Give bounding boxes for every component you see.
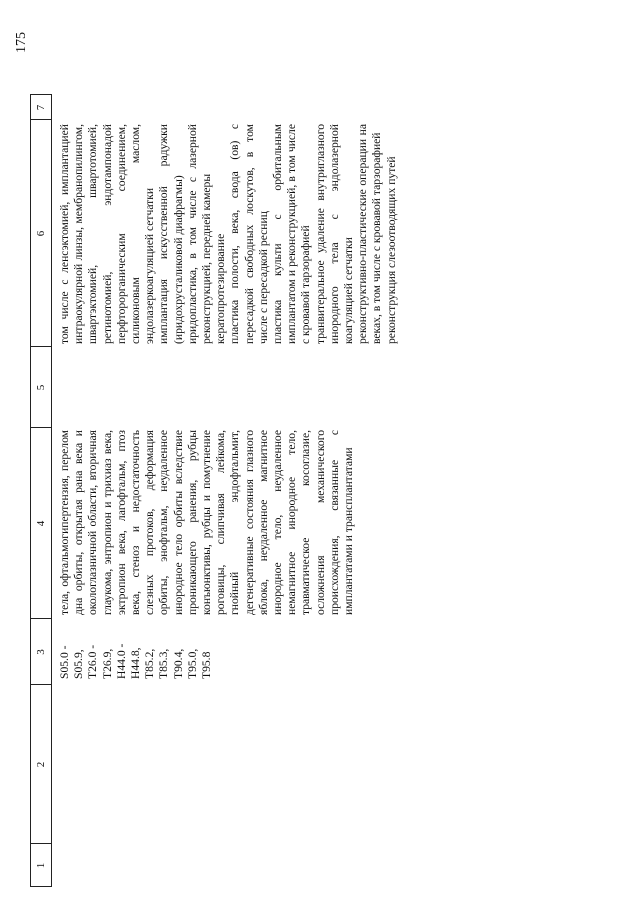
diagnosis-text: тела, офтальмогипертензия, перелом дна орбиты, открытая рана века и окологлазничной области, вторичная глаукома, энтропион и трихиаз века, эктропион века, лагофтальм, птоз века, стеноз и недостаточность слезных протоков, деформация орбиты, энофтальм, неудаленное инородное тело орбиты вследствие проникающего ранения, рубцы конъюнктивы, рубцы и помутнение роговицы, слипчивая лейкома, гнойный эндофтальмит, дегенеративные состояния глазного яблока, неудаленное магнитное инородное тело, неудаленное немагнитное инородное тело, травматическое косоглазие, осложнения механического происхождения, связанные с имплантатами и трансплантатами (58, 430, 356, 615)
icd-code-line: T95.8 (200, 651, 214, 679)
icd-code-line: T90.4, T95.0, (171, 648, 199, 679)
treatment-item: имплантация искусственной радужки (иридохрусталиковой диафрагмы) (157, 124, 185, 344)
icd-code-line: T85.2, T85.3, (143, 648, 171, 679)
treatment-item: том числе с ленсэктомией, имплантацией интраокулярной линзы, мембранопилингом, швартэктомией, швартотомией, ретинотомией, эндотампонадой перфторорганическим соединением, силиконовым маслом, эндолазеркоагуляцией сетчатки (58, 124, 157, 344)
icd-code-line: S05.0 - S05.9, (58, 645, 86, 679)
icd-code-line: H44.0 - H44.8, (114, 643, 143, 679)
page-number: 175 (14, 32, 29, 53)
treatment-item: реконструктивно-пластические операции на веках, в том числе с кровавой тарзорафией (356, 124, 384, 344)
icd-code-line: T26.0 - T26.9, (86, 644, 114, 679)
header-divider (51, 95, 52, 887)
icd-codes-cell (58, 623, 214, 679)
column-header-5: 5 (35, 384, 47, 391)
column-header-1: 1 (35, 862, 47, 869)
treatment-item: реконструкция слезоотводящих путей (384, 156, 398, 344)
treatment-item: пластика культи с орбитальным имплантатом и реконструкцией, в том числе с кровавой тарзорафией (271, 124, 313, 344)
treatment-cell (58, 124, 399, 344)
column-header-7: 7 (35, 104, 47, 111)
column-header-4: 4 (35, 520, 47, 527)
diagnosis-cell (58, 430, 356, 615)
column-header-6: 6 (35, 230, 47, 237)
table-top-border (30, 95, 31, 887)
column-header-3: 3 (35, 649, 47, 655)
treatment-item: пластика полости, века, свода (ов) с пересадкой свободных лоскутов, в том числе с пересадкой ресниц (228, 124, 270, 344)
treatment-item: транвитеральное удаление внутриглазного инородного тела с эндолазерной коагуляцией сетчатки (313, 124, 356, 344)
treatment-item: иридопластика, в том числе с лазерной реконструкцией, передней камеры (185, 124, 214, 344)
column-header-2: 2 (35, 761, 47, 768)
treatment-item: кератопротезирование (214, 233, 228, 344)
